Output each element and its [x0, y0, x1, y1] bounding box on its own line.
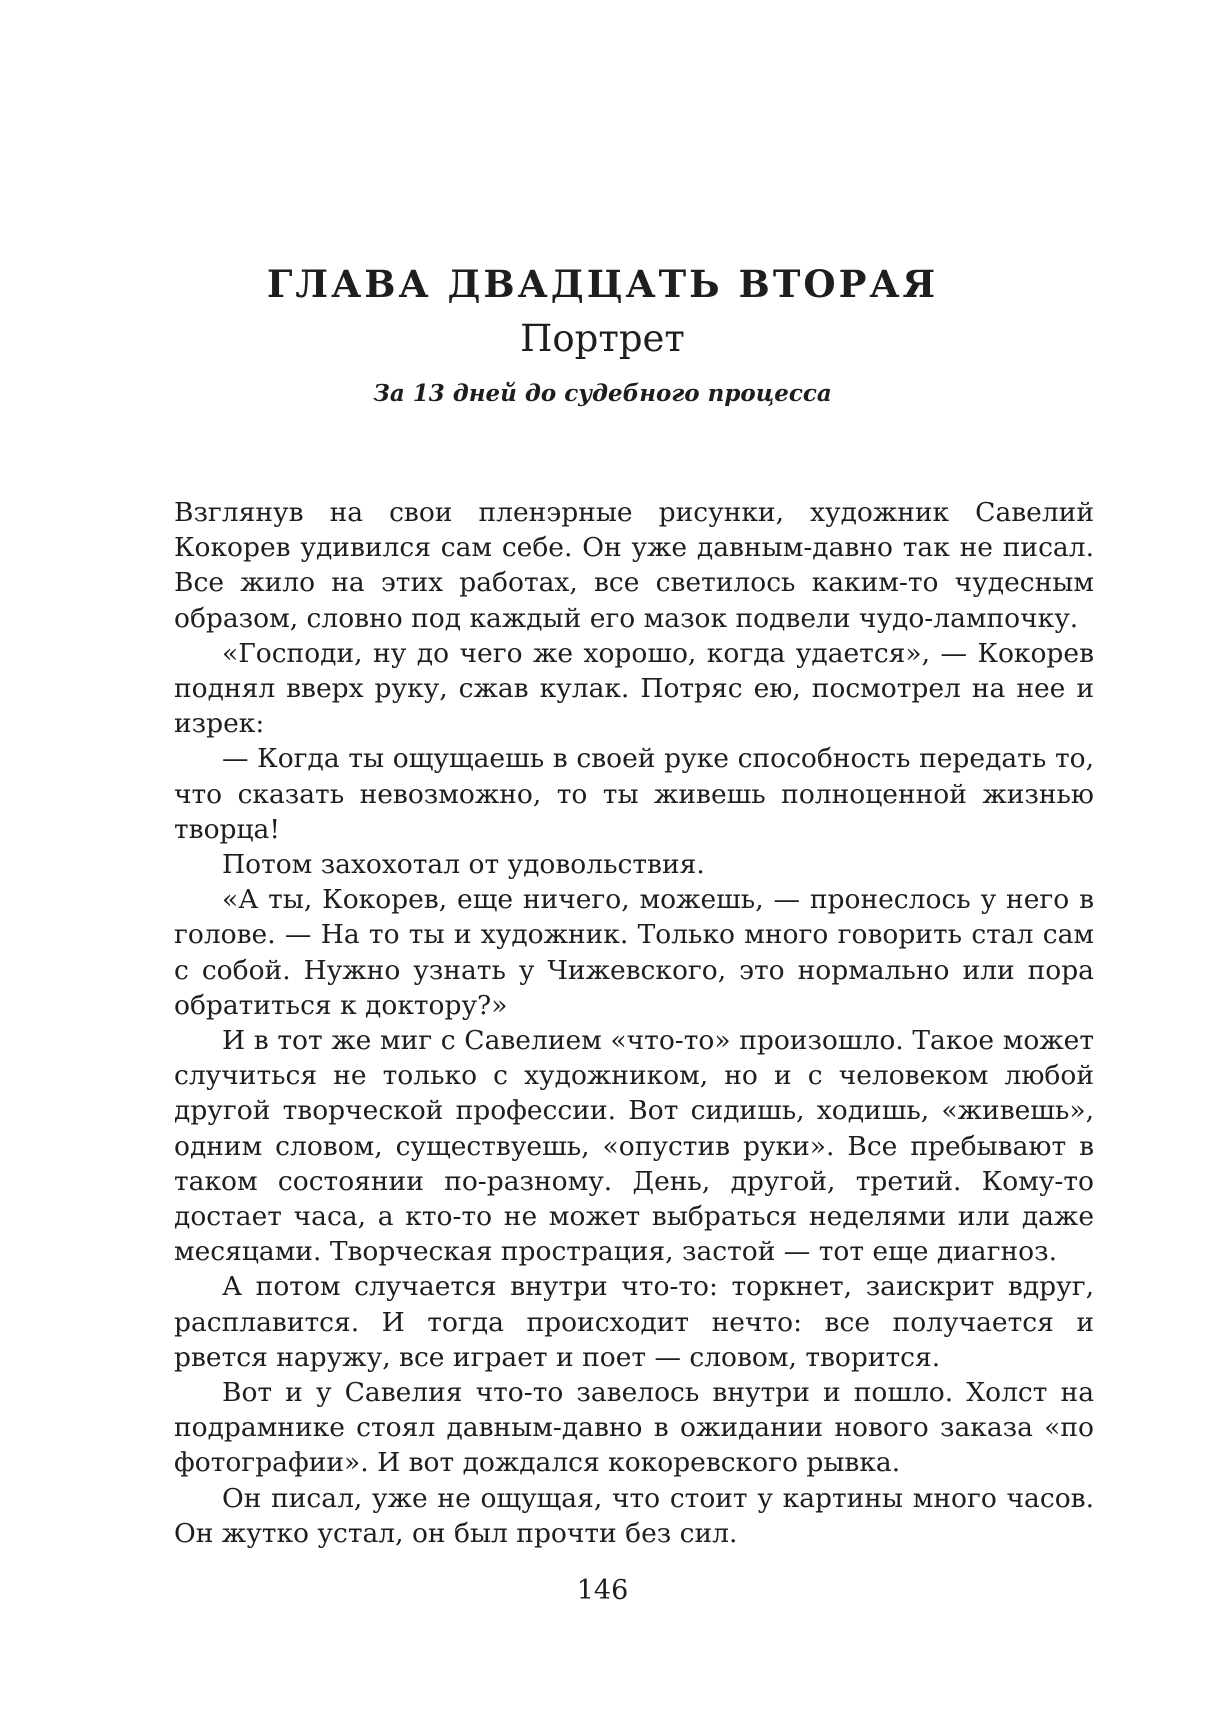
paragraph: «Господи, ну до чего же хорошо, когда удается», — Кокорев поднял вверх руку, сжав кулак. Потряс ею, посмотрел на нее и изрек: [174, 637, 1094, 740]
paragraph: Потом захохотал от удовольствия. [222, 849, 705, 881]
paragraph: А потом случается внутри что-то: торкнет, заискрит вдруг, расплавится. И тогда происходит нечто: все получается и рвется наружу, все играет и поет — словом, творится. [174, 1271, 1094, 1373]
paragraph: И в тот же миг с Савелием «что-то» произошло. Такое может случиться не только с художником, но и с человеком любой другой творческой профессии. Вот сидишь, ходишь, «живешь», одним словом, существуешь, «опустив руки». Все пребывают в таком состоянии по-разному. День, другой, третий. Кому-то достает часа, а кто-то не может выбраться неделями или даже месяцами. Творческая прострация, застой — тот еще диагноз. [174, 1025, 1094, 1268]
paragraph: Взглянув на свои пленэрные рисунки, художник Савелий Кокорев удивился сам себе. Он уже давным-давно так не писал. Все жило на этих работах, все светилось каким-то чудесным образом, словно под каждый его мазок подвели чудо-лампочку. [174, 497, 1094, 634]
chapter-epigraph: За 13 дней до судебного процесса [373, 380, 832, 407]
paragraph: — Когда ты ощущаешь в своей руке способность передать то, что сказать невозможно, то ты живешь полноценной жизнью творца! [174, 743, 1094, 845]
paragraph: Вот и у Савелия что-то завелось внутри и пошло. Холст на подрамнике стоял давным-давно в ожидании нового заказа «по фотографии». И вот дождался кокоревского рывка. [174, 1377, 1094, 1479]
page-number: 146 [576, 1575, 629, 1606]
chapter-title: ГЛАВА ДВАДЦАТЬ ВТОРАЯ [266, 262, 939, 306]
body-text [174, 495, 1094, 1551]
chapter-subtitle: Портрет [520, 317, 685, 360]
paragraph: Он писал, уже не ощущая, что стоит у картины много часов. Он жутко устал, он был прочти без сил. [174, 1482, 1094, 1549]
paragraph: «А ты, Кокорев, еще ничего, можешь, — пронеслось у него в голове. — На то ты и художник. Только много говорить стал сам с собой. Нужно узнать у Чижевского, это нормально или пора обратиться к доктору?» [174, 884, 1094, 1021]
